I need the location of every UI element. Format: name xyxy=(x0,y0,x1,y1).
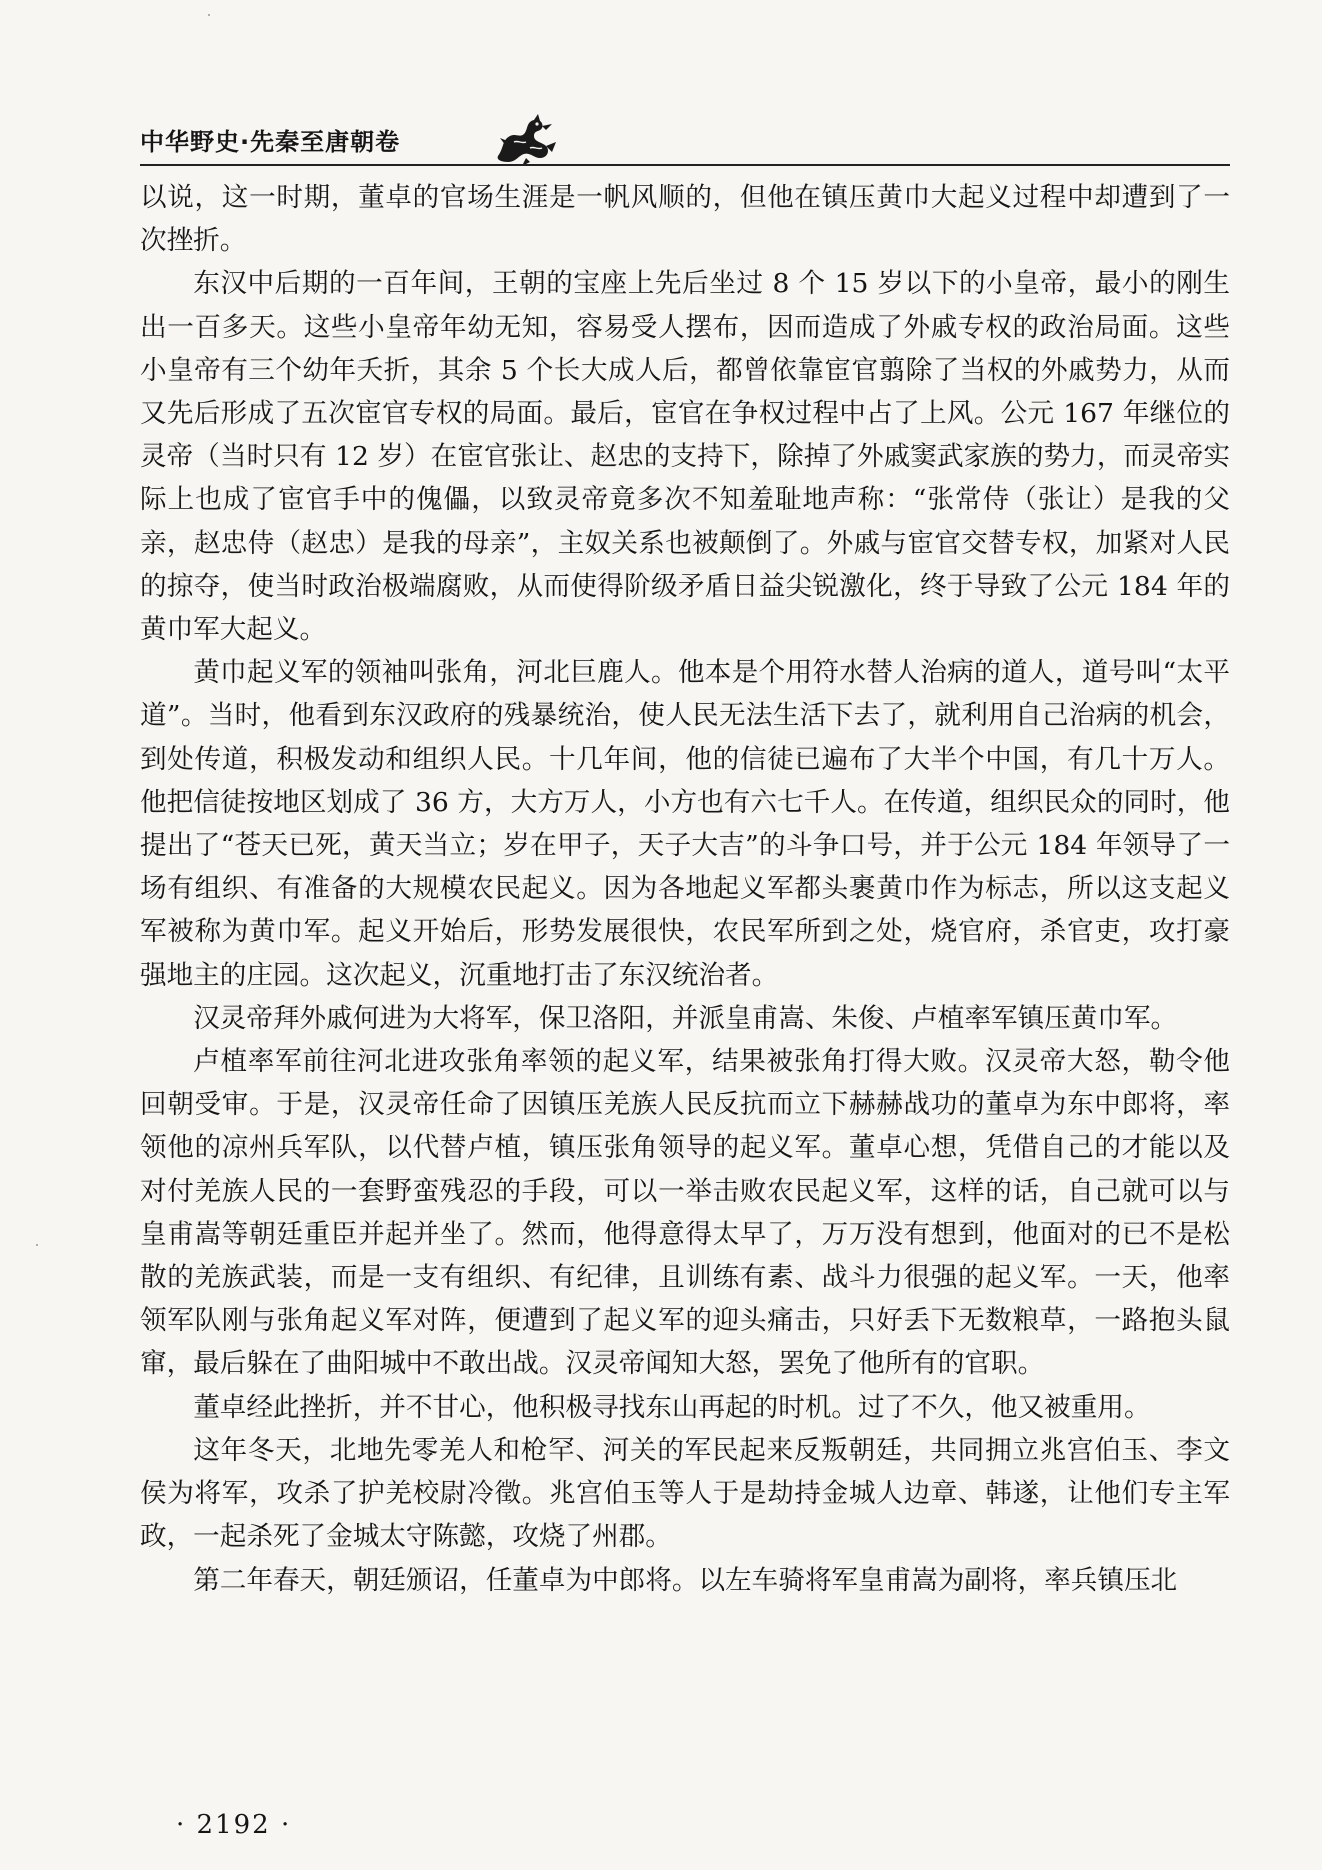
paragraph: 以说，这一时期，董卓的官场生涯是一帆风顺的，但他在镇压黄巾大起义过程中却遭到了一次挫折。 xyxy=(140,182,1230,257)
header-title: 中华野史·先秦至唐朝卷 xyxy=(140,128,401,156)
paragraph: 汉灵帝拜外戚何进为大将军，保卫洛阳，并派皇甫嵩、朱俊、卢植率军镇压黄巾军。 xyxy=(193,1002,1178,1034)
paragraph: 这年冬天，北地先零羌人和枪罕、河关的军民起来反叛朝廷，共同拥立兆宫伯玉、李文侯为将军，攻杀了护羌校尉冷徵。兆宫伯玉等人于是劫持金城人边章、韩遂，让他们专主军政，一起杀死了金城太守陈懿，攻烧了州郡。 xyxy=(140,1434,1230,1553)
header-rule xyxy=(140,164,1230,166)
page-number: · 2192 · xyxy=(176,1810,292,1840)
scan-speck xyxy=(208,14,210,16)
dragon-emblem-icon xyxy=(490,112,560,166)
paragraph: 董卓经此挫折，并不甘心，他积极寻找东山再起的时机。过了不久，他又被重用。 xyxy=(193,1391,1151,1423)
body-text xyxy=(140,176,1230,1602)
paragraph: 第二年春天，朝廷颁诏，任董卓为中郎将。以左车骑将军皇甫嵩为副将，率兵镇压北 xyxy=(193,1564,1178,1596)
paragraph: 黄巾起义军的领袖叫张角，河北巨鹿人。他本是个用符水替人治病的道人，道号叫“太平道”。当时，他看到东汉政府的残暴统治，使人民无法生活下去了，就利用自己治病的机会，到处传道，积极发动和组织人民。十几年间，他的信徒已遍布了大半个中国，有几十万人。他把信徒按地区划成了 36 方，大方万人，小方也有六七千人。在传道，组织民众的同时，他提出了“苍天已死，黄天当立；岁在甲子，天子大吉”的斗争口号，并于公元 184 年领导了一场有组织、有准备的大规模农民起义。因为各地起义军都头裹黄巾作为标志，所以这支起义军被称为黄巾军。起义开始后，形势发展很快，农民军所到之处，烧官府，杀官吏，攻打豪强地主的庄园。这次起义，沉重地打击了东汉统治者。 xyxy=(140,657,1230,991)
scan-speck xyxy=(36,1244,38,1246)
paragraph: 东汉中后期的一百年间，王朝的宝座上先后坐过 8 个 15 岁以下的小皇帝，最小的刚生出一百多天。这些小皇帝年幼无知，容易受人摆布，因而造成了外戚专权的政治局面。这些小皇帝有三个幼年夭折，其余 5 个长大成人后，都曾依靠宦官翦除了当权的外戚势力，从而又先后形成了五次宦官专权的局面。最后，宦官在争权过程中占了上风。公元 167 年继位的灵帝（当时只有 12 岁）在宦官张让、赵忠的支持下，除掉了外戚窦武家族的势力，而灵帝实际上也成了宦官手中的傀儡，以致灵帝竟多次不知羞耻地声称：“张常侍（张让）是我的父亲，赵忠侍（赵忠）是我的母亲”，主奴关系也被颠倒了。外戚与宦官交替专权，加紧对人民的掠夺，使当时政治极端腐败，从而使得阶级矛盾日益尖锐激化，终于导致了公元 184 年的黄巾军大起义。 xyxy=(140,268,1230,646)
paragraph: 卢植率军前往河北进攻张角率领的起义军，结果被张角打得大败。汉灵帝大怒，勒令他回朝受审。于是，汉灵帝任命了因镇压羌族人民反抗而立下赫赫战功的董卓为东中郎将，率领他的凉州兵军队，以代替卢植，镇压张角领导的起义军。董卓心想，凭借自己的才能以及对付羌族人民的一套野蛮残忍的手段，可以一举击败农民起义军，这样的话，自己就可以与皇甫嵩等朝廷重臣并起并坐了。然而，他得意得太早了，万万没有想到，他面对的已不是松散的羌族武装，而是一支有组织、有纪律，且训练有素、战斗力很强的起义军。一天，他率领军队刚与张角起义军对阵，便遭到了起义军的迎头痛击，只好丢下无数粮草，一路抱头鼠窜，最后躲在了曲阳城中不敢出战。汉灵帝闻知大怒，罢免了他所有的官职。 xyxy=(140,1046,1230,1380)
running-header xyxy=(140,112,1230,162)
